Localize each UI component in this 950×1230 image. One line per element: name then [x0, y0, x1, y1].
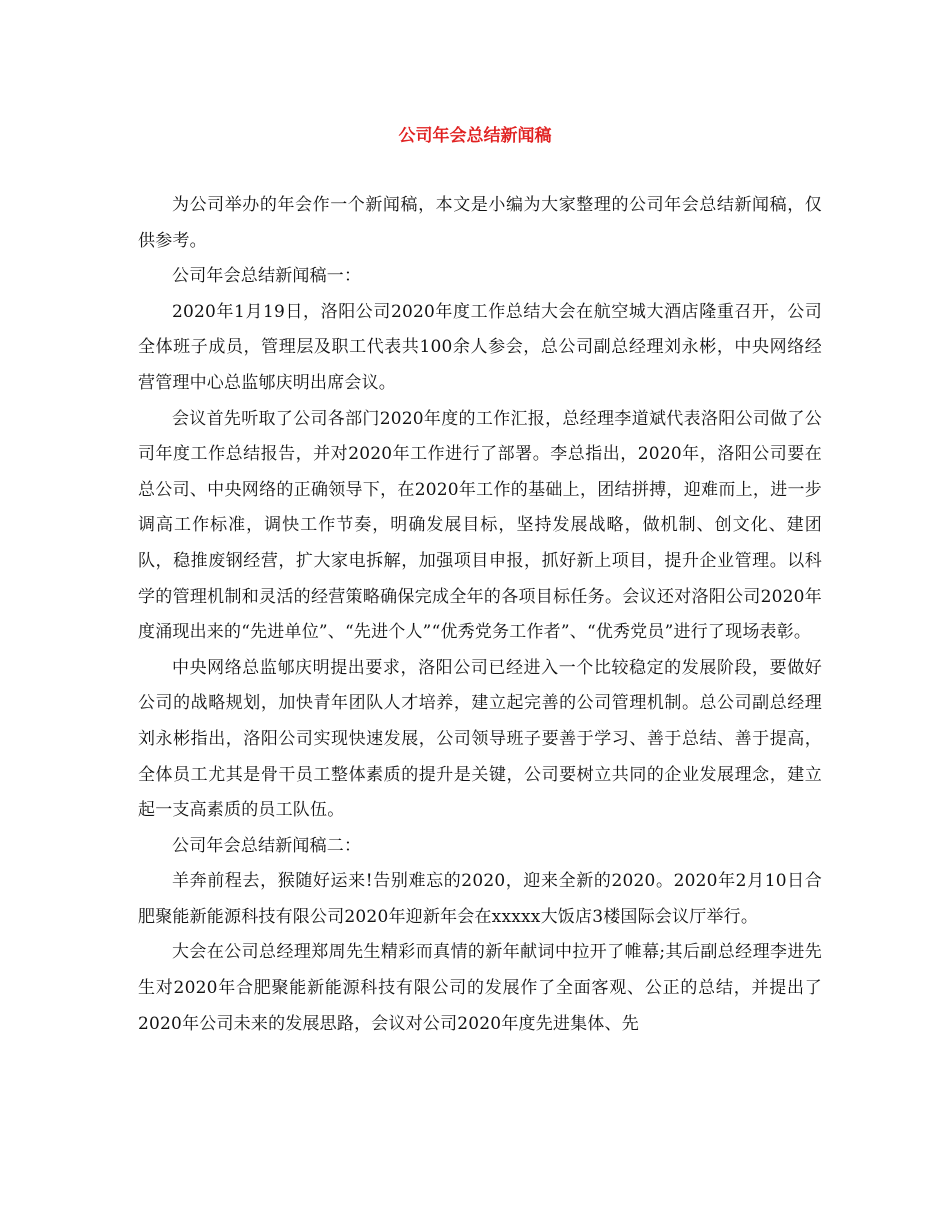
section-heading-one: 公司年会总结新闻稿一：	[172, 266, 362, 287]
section-heading-two: 公司年会总结新闻稿二：	[172, 835, 362, 856]
article-one-paragraph-2: 会议首先听取了公司各部门2020年度的工作汇报，总经理李道斌代表洛阳公司做了公司年度工作总结报告，并对2020年工作进行了部署。李总指出，2020年，洛阳公司要在总公司、中央网络的正确领导下，在2020年工作的基础上，团结拼搏，迎难而上，进一步调高工作标准，调快工作节奏，明确发展目标，坚持发展战略，做机制、创文化、建团队，稳推废钢经营，扩大家电拆解，加强项目申报，抓好新上项目，提升企业管理。以科学的管理机制和灵活的经营策略确保完成全年的各项目标任务。会议还对洛阳公司2020年度涌现出来的“先进单位”、“先进个人”“优秀党务工作者”、“优秀党员”进行了现场表彰。	[138, 408, 822, 643]
article-one-paragraph-3: 中央网络总监郇庆明提出要求，洛阳公司已经进入一个比较稳定的发展阶段，要做好公司的战略规划，加快青年团队人才培养，建立起完善的公司管理机制。总公司副总经理刘永彬指出，洛阳公司实现快速发展，公司领导班子要善于学习、善于总结、善于提高，全体员工尤其是骨干员工整体素质的提升是关键，公司要树立共同的企业发展理念，建立起一支高素质的员工队伍。	[138, 657, 822, 821]
document-title: 公司年会总结新闻稿	[398, 126, 552, 146]
article-two-paragraph-1: 羊奔前程去，猴随好运来!告别难忘的2020，迎来全新的2020。2020年2月10日合肥聚能新能源科技有限公司2020年迎新年会在xxxxx大饭店3楼国际会议厅举行。	[138, 871, 822, 927]
intro-paragraph: 为公司举办的年会作一个新闻稿，本文是小编为大家整理的公司年会总结新闻稿，仅供参考。	[138, 195, 822, 251]
article-one-paragraph-1: 2020年1月19日，洛阳公司2020年度工作总结大会在航空城大酒店隆重召开，公司全体班子成员，管理层及职工代表共100余人参会，总公司副总经理刘永彬，中央网络经营管理中心总监郇庆明出席会议。	[138, 301, 822, 393]
document-body	[138, 188, 822, 1042]
article-two-paragraph-2: 大会在公司总经理郑周先生精彩而真情的新年献词中拉开了帷幕;其后副总经理李进先生对2020年合肥聚能新能源科技有限公司的发展作了全面客观、公正的总结，并提出了2020年公司未来的发展思路，会议对公司2020年度先进集体、先	[138, 942, 822, 1034]
